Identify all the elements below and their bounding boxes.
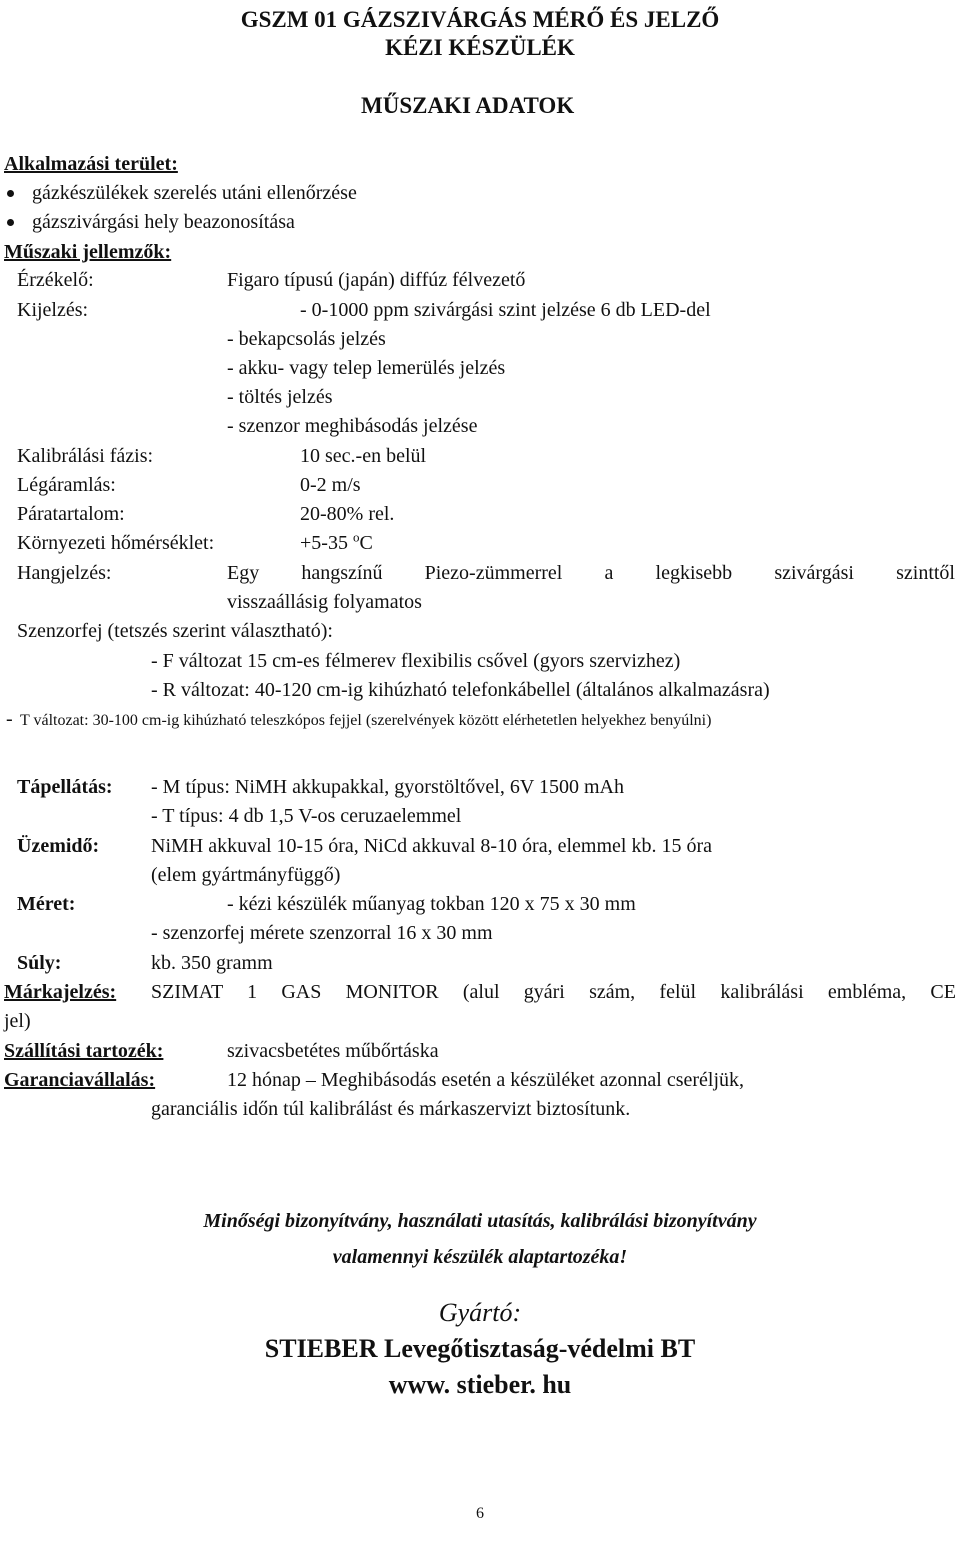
sensorhead-option: - R változat: 40-120 cm-ig kihúzható telefonkábellel (általános alkalmazásra) bbox=[151, 679, 770, 701]
humidity-label: Páratartalom: bbox=[17, 503, 125, 525]
specs-heading: Műszaki jellemzők: bbox=[4, 241, 172, 263]
power-label: Tápellátás: bbox=[17, 776, 113, 798]
runtime-line: (elem gyártmányfüggő) bbox=[151, 864, 341, 886]
weight-label: Súly: bbox=[17, 952, 62, 974]
size-line: - szenzorfej mérete szenzorral 16 x 30 mm bbox=[151, 922, 493, 944]
page-number: 6 bbox=[476, 1505, 484, 1522]
manufacturer-web: www. stieber. hu bbox=[388, 1370, 572, 1399]
runtime-label: Üzemidő: bbox=[17, 835, 100, 857]
size-label: Méret: bbox=[17, 893, 76, 915]
bullet-icon bbox=[7, 190, 14, 197]
humidity-value: 20-80% rel. bbox=[300, 503, 395, 525]
brand-value: SZIMAT 1 GAS MONITOR (alul gyári szám, felül kalibrálási embléma, CE bbox=[151, 981, 956, 1003]
sensorhead-option: - F változat 15 cm-es félmerev flexibilis csővel (gyors szervizhez) bbox=[151, 650, 681, 672]
display-value: - akku- vagy telep lemerülés jelzés bbox=[227, 357, 506, 379]
sensorhead-label: Szenzorfej (tetszés szerint választható): bbox=[17, 620, 333, 642]
sensorhead-option-t-dash: - bbox=[6, 708, 13, 730]
application-heading: Alkalmazási terület: bbox=[4, 153, 178, 175]
power-line: - T típus: 4 db 1,5 V-os ceruzaelemmel bbox=[151, 805, 462, 827]
sound-value-line: visszaállásig folyamatos bbox=[227, 591, 422, 613]
title-line-1: GSZM 01 GÁZSZIVÁRGÁS MÉRŐ ÉS JELZŐ bbox=[240, 7, 720, 32]
display-label: Kijelzés: bbox=[17, 299, 89, 321]
brand-label: Márkajelzés: bbox=[4, 981, 117, 1003]
weight-value: kb. 350 gramm bbox=[151, 952, 273, 974]
sensor-label: Érzékelő: bbox=[17, 269, 94, 291]
note-line: valamennyi készülék alaptartozéka! bbox=[332, 1246, 628, 1268]
calibration-value: 10 sec.-en belül bbox=[300, 445, 427, 467]
power-line: - M típus: NiMH akkupakkal, gyorstöltővel, 6V 1500 mAh bbox=[151, 776, 624, 798]
size-line: - kézi készülék műanyag tokban 120 x 75 x 30 mm bbox=[227, 893, 636, 915]
warranty-label: Garanciavállalás: bbox=[4, 1069, 156, 1091]
warranty-line: 12 hónap – Meghibásodás esetén a készüléket azonnal cseréljük, bbox=[227, 1069, 745, 1091]
accessories-value: szivacsbetétes műbőrtáska bbox=[227, 1040, 439, 1062]
accessories-label: Szállítási tartozék: bbox=[4, 1040, 164, 1062]
temperature-value bbox=[300, 531, 373, 555]
sound-value-line: Egy hangszínű Piezo-zümmerrel a legkisebb szivárgási szinttől bbox=[227, 562, 955, 584]
warranty-line: garanciális időn túl kalibrálást és márkaszervizt biztosítunk. bbox=[151, 1098, 631, 1120]
calibration-label: Kalibrálási fázis: bbox=[17, 445, 154, 467]
bullet-icon bbox=[7, 219, 14, 226]
sound-label: Hangjelzés: bbox=[17, 562, 112, 584]
display-value: - bekapcsolás jelzés bbox=[227, 328, 386, 350]
title-line-2: KÉZI KÉSZÜLÉK bbox=[385, 35, 575, 60]
airflow-label: Légáramlás: bbox=[17, 474, 116, 496]
application-item: gázkészülékek szerelés utáni ellenőrzése bbox=[32, 182, 357, 204]
airflow-value: 0-2 m/s bbox=[300, 474, 361, 496]
sensorhead-option-t: T változat: 30-100 cm-ig kihúzható teleszkópos fejjel (szerelvények között elérhetetlen helyekhez benyúlni) bbox=[20, 712, 712, 729]
display-value: - szenzor meghibásodás jelzése bbox=[227, 415, 478, 437]
display-value: - töltés jelzés bbox=[227, 386, 333, 408]
runtime-line: NiMH akkuval 10-15 óra, NiCd akkuval 8-10 óra, elemmel kb. 15 óra bbox=[151, 835, 712, 857]
note-line: Minőségi bizonyítvány, használati utasítás, kalibrálási bizonyítvány bbox=[203, 1210, 757, 1232]
temperature-number: +5-35 bbox=[300, 532, 353, 554]
display-value: - 0-1000 ppm szivárgási szint jelzése 6 db LED-del bbox=[300, 299, 711, 321]
application-item: gázszivárgási hely beazonosítása bbox=[32, 211, 295, 233]
temperature-label: Környezeti hőmérséklet: bbox=[17, 532, 215, 554]
sensor-value: Figaro típusú (japán) diffúz félvezető bbox=[227, 269, 526, 291]
degree-mark: o bbox=[352, 529, 360, 545]
brand-value-cont: jel) bbox=[4, 1010, 31, 1032]
subtitle: MŰSZAKI ADATOK bbox=[361, 93, 575, 118]
manufacturer-name: STIEBER Levegőtisztaság-védelmi BT bbox=[264, 1334, 696, 1363]
temperature-unit: C bbox=[359, 532, 373, 554]
manufacturer-label: Gyártó: bbox=[438, 1298, 522, 1327]
